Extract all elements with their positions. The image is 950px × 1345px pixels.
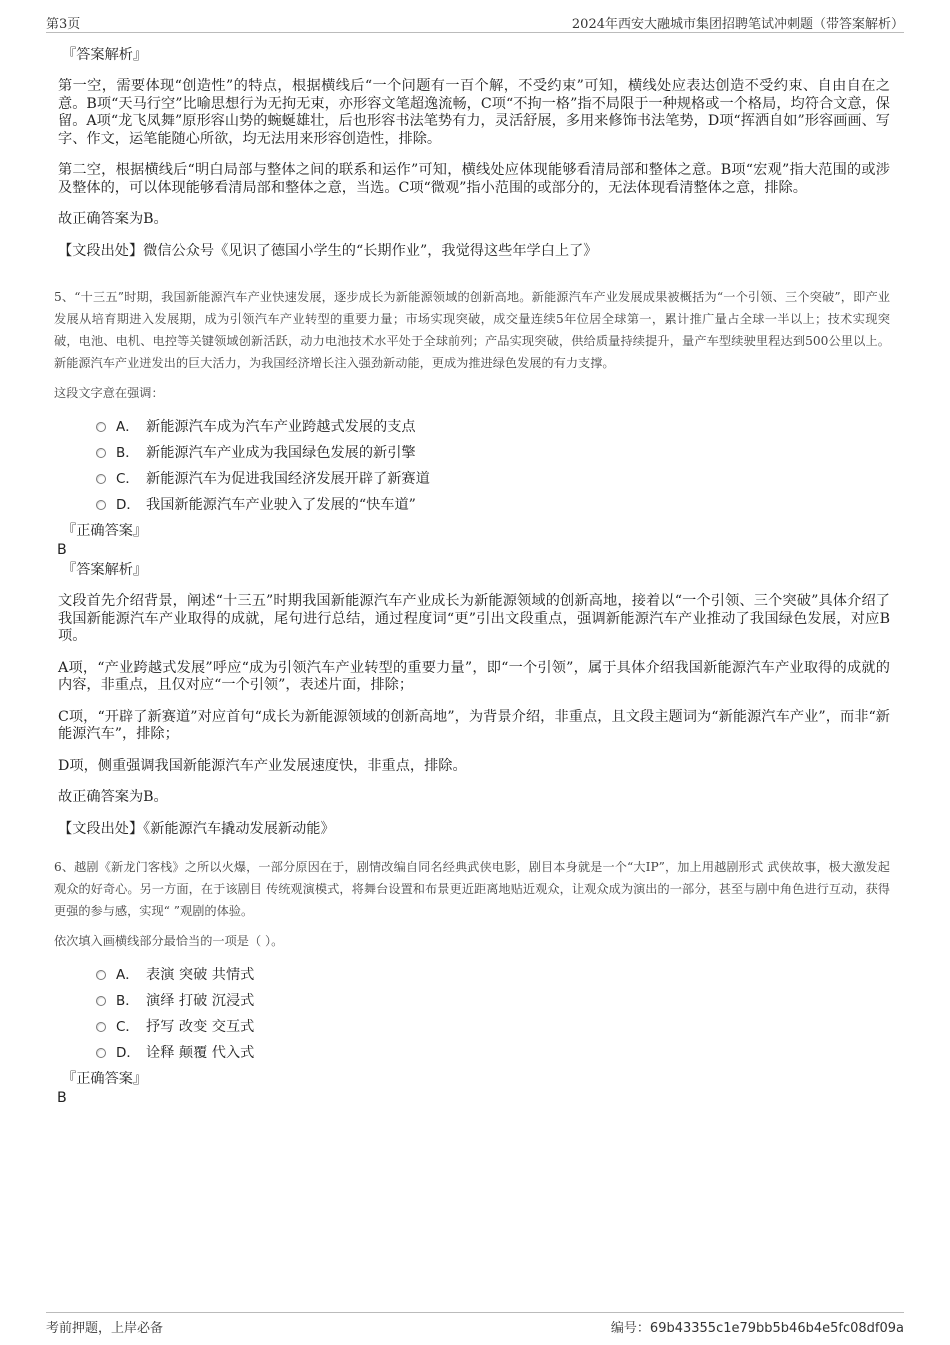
q5-option-c[interactable]: C． 新能源汽车为促进我国经济发展开辟了新赛道: [96, 466, 890, 492]
q4-analysis-paragraph: 第一空，需要体现“创造性”的特点，根据横线后“一个问题有一百个解，不受约束”可知，横线处应表达创造不受约束、自由自在之意。B项“天马行空”比喻思想行为无拘无束，亦形容文笔超逸流畅，C项“不拘一格”指不局限于一种规格或一个格局，均符合文意，保留。A项“龙飞凤舞”原形容山势的蜿蜒雄壮，后也形容书法笔势有力，灵活舒展，多用来修饰书法笔势，D项“挥洒自如”形容画画、写字、作文，运笔能随心所欲，均无法用来形容创造性，排除。: [58, 78, 890, 147]
q5-conclusion: 故正确答案为B。: [58, 789, 168, 805]
document-code: [611, 1317, 904, 1336]
q5-analysis-paragraph: C项，“开辟了新赛道”对应首句“成长为新能源领域的创新高地”，为背景介绍，非重点，且文段主题词为“新能源汽车产业”，而非“新能源汽车”，排除；: [58, 708, 890, 742]
page-header: [46, 10, 904, 33]
radio-icon[interactable]: [96, 500, 106, 510]
q5-stem: 5、“十三五”时期，我国新能源汽车产业快速发展，逐步成长为新能源领域的创新高地。新能源汽车产业发展成果被概括为“一个引领、三个突破”，即产业发展从培育期进入发展期，成为引领汽车产业转型的重要力量；市场实现突破，成交量连续5年位居全球第一，累计推广量占全球一半以上；技术实现突破，电池、电机、电控等关键领域创新活跃，动力电池技术水平处于全球前列；产品实现突破，供给质量持续提升，量产车型续驶里程达到500公里以上。新能源汽车产业迸发出的巨大活力，为我国经济增长注入强劲新动能，更成为推进绿色发展的有力支撑。: [54, 290, 890, 370]
q6-option-c[interactable]: C． 抒写 改变 交互式: [96, 1014, 890, 1040]
q6-answer: B: [57, 1090, 67, 1106]
q6-option-b[interactable]: B． 演绎 打破 沉浸式: [96, 988, 890, 1014]
q5-answer: B: [57, 542, 67, 558]
q5-answer-label: 『正确答案』: [62, 523, 148, 539]
q4-analysis-paragraph: 第二空，根据横线后“明白局部与整体之间的联系和运作”可知，横线处应体现能够看清局部和整体之意。B项“宏观”指大范围的或涉及整体的，可以体现能够看清局部和整体之意，当选。C项“微观”指小范围的或部分的，无法体现看清整体之意，排除。: [58, 162, 890, 196]
footer-slogan: 考前押题，上岸必备: [46, 1321, 164, 1336]
q4-analysis-label: 『答案解析』: [62, 47, 148, 63]
radio-icon[interactable]: [96, 1022, 106, 1032]
q5-option-a[interactable]: A． 新能源汽车成为汽车产业跨越式发展的支点: [96, 414, 890, 440]
q6-answer-label: 『正确答案』: [62, 1071, 148, 1087]
q5-analysis-paragraph: D项，侧重强调我国新能源汽车产业发展速度快，非重点，排除。: [58, 757, 467, 774]
radio-icon[interactable]: [96, 422, 106, 432]
q5-source: 【文段出处】《新能源汽车撬动发展新动能》: [58, 820, 335, 837]
q4-conclusion: 故正确答案为B。: [58, 211, 168, 227]
q6-option-d[interactable]: D． 诠释 颠覆 代入式: [96, 1040, 890, 1066]
q5-analysis-paragraph: A项，“产业跨越式发展”呼应“成为引领汽车产业转型的重要力量”，即“一个引领”，属于具体介绍我国新能源汽车产业取得的成就的内容，非重点，且仅对应“一个引领”，表述片面，排除；: [58, 659, 890, 693]
q5-options: [58, 414, 890, 518]
radio-icon[interactable]: [96, 474, 106, 484]
q5-option-b[interactable]: B． 新能源汽车产业成为我国绿色发展的新引擎: [96, 440, 890, 466]
q6-question: 依次填入画横线部分最恰当的一项是（ ）。: [54, 934, 284, 948]
document-title: 2024年西安大融城市集团招聘笔试冲刺题（带答案解析）: [571, 17, 904, 32]
code-label: 编号：: [610, 1321, 650, 1336]
q4-source: 【文段出处】微信公众号《见识了德国小学生的“长期作业”，我觉得这些年学白上了》: [58, 242, 598, 259]
radio-icon[interactable]: [96, 1048, 106, 1058]
code-value: 69b43355c1e79bb5b46b4e5fc08df09a: [649, 1321, 904, 1336]
page-number: 第3页: [46, 17, 81, 32]
radio-icon[interactable]: [96, 996, 106, 1006]
q6-stem: 6、越剧《新龙门客栈》之所以火爆，一部分原因在于，剧情改编自同名经典武侠电影，剧目本身就是一个“大IP”，加上用越剧形式 武侠故事，极大激发起观众的好奇心。另一方面，在于该剧目 传统观演模式，将舞台设置和布景更近距离地贴近观众，让观众成为演出的一部分，甚至与剧中角色进行互动，获得更强的参与感，实现“ ”观剧的体验。: [54, 860, 890, 918]
radio-icon[interactable]: [96, 970, 106, 980]
q6-option-a[interactable]: A． 表演 突破 共情式: [96, 962, 890, 988]
q5-analysis-label: 『答案解析』: [62, 562, 148, 578]
radio-icon[interactable]: [96, 448, 106, 458]
q5-question: 这段文字意在强调：: [54, 386, 164, 400]
q6-options: [58, 962, 890, 1066]
q5-option-d[interactable]: D． 我国新能源汽车产业驶入了发展的“快车道”: [96, 492, 890, 518]
page-content: [54, 46, 890, 1107]
q5-analysis-paragraph: 文段首先介绍背景，阐述“十三五”时期我国新能源汽车产业成长为新能源领域的创新高地，接着以“一个引领、三个突破”具体介绍了我国新能源汽车产业取得的成就，尾句进行总结，通过程度词“更”引出文段重点，强调新能源汽车产业推动了我国绿色发展，对应B项。: [58, 593, 890, 644]
page-footer: [46, 1312, 904, 1337]
